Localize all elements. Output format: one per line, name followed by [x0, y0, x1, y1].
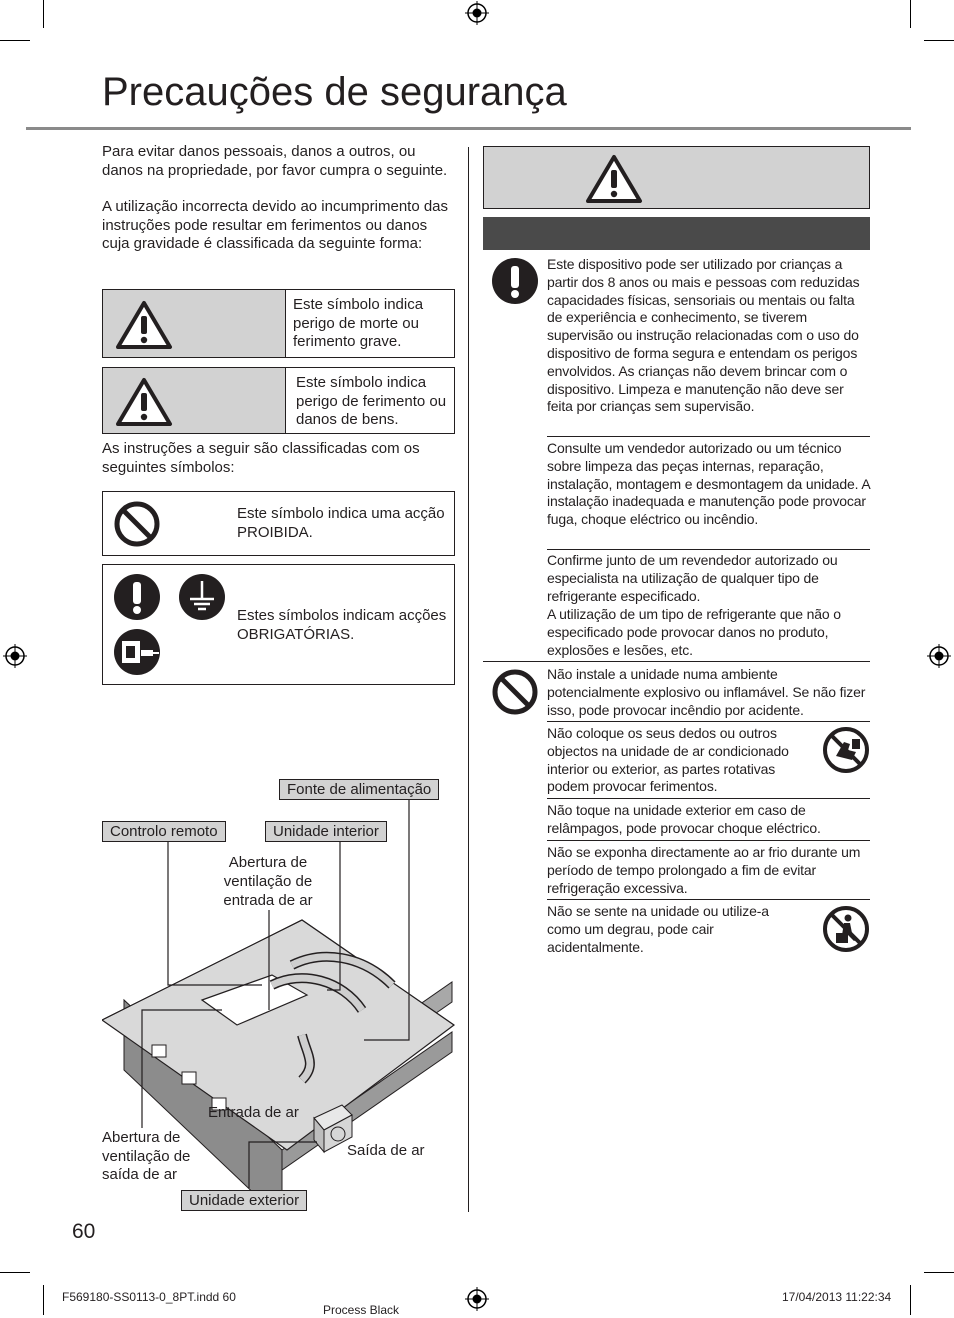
crop-mark — [0, 40, 30, 41]
instructions-intro: As instruções a seguir são classificadas com os seguintes símbolos: — [102, 440, 420, 476]
severity-text: Este símbolo indica perigo de ferimento ou danos de bens. — [296, 374, 447, 428]
warning-item: Consulte um vendedor autorizado ou um técnico sobre limpeza das peças internas, reparação, instalação, montagem e desmontagem da unidade. A instalação inadequada e manutenção pode provocar fuga, choque eléctrico ou incêndio. — [547, 440, 870, 528]
severity-text: Este símbolo indica perigo de morte ou ferimento grave. — [293, 296, 424, 350]
mandatory-text: Estes símbolos indicam acções OBRIGATÓRIAS. — [237, 607, 447, 643]
prohibited-text: Este símbolo indica uma acção PROIBIDA. — [237, 505, 445, 541]
footer-filename: F569180-SS0113-0_8PT.indd 60 — [62, 1290, 236, 1304]
title-rule — [26, 127, 911, 130]
severity-icon-panel — [103, 290, 286, 357]
label-power-supply: Fonte de alimentação — [279, 779, 439, 800]
unplug-icon — [113, 628, 161, 676]
item-separator — [547, 899, 870, 900]
label-air-inlet: Entrada de ar — [208, 1104, 299, 1121]
warning-item: Confirme junto de um revendedor autorizado ou especialista na utilização de qualquer tipo de refrigerante especificado. — [547, 552, 838, 604]
footer-process: Process Black — [323, 1303, 400, 1317]
item-separator — [547, 549, 870, 550]
warning-item: Não instale a unidade numa ambiente potencialmente explosivo ou inflamável. Se não fizer isso, pode provocar incêndio por acidente. — [547, 666, 866, 718]
crop-mark — [43, 0, 44, 28]
prohibited-symbol-box — [102, 491, 455, 556]
warning-item: Este dispositivo pode ser utilizado por crianças a partir dos 8 anos ou mais e pessoas com reduzidas capacidades físicas, sensoriais ou mentais ou falta de experiência e conhecimento, se tiverem supervisão ou instrução relacionadas com o uso do dispositivo de forma segura e entendam os perigos envolvidos. As crianças não devem brincar com o dispositivo. Limpeza e manutenção não deve ser feita por crianças sem supervisão. — [547, 256, 860, 415]
crop-mark — [910, 0, 911, 28]
no-sitting-icon — [822, 905, 870, 953]
warning-item: A utilização de um tipo de refrigerante que não o especificado pode provocar danos no produto, explosões e lesões, etc. — [547, 606, 841, 658]
page-number: 60 — [72, 1220, 96, 1243]
warning-header — [483, 146, 870, 209]
intro-paragraph: Para evitar danos pessoais, danos a outros, ou danos na propriedade, por favor cumpra o seguinte. — [102, 143, 448, 179]
crop-mark — [910, 1285, 911, 1315]
registration-mark-icon — [927, 644, 951, 668]
registration-mark-icon — [465, 1, 489, 25]
intro-paragraph: A utilização incorrecta devido ao incumprimento das instruções pode resultar em ferimentos ou danos cuja gravidade é classificada da seguinte forma: — [102, 198, 449, 252]
label-outlet-vent: Abertura de ventilação de saída de ar — [102, 1129, 191, 1183]
crop-mark — [0, 1272, 30, 1273]
mandatory-exclamation-icon — [113, 573, 161, 621]
warning-triangle-icon — [114, 299, 174, 351]
section-separator — [483, 661, 870, 662]
warning-item: Não coloque os seus dedos ou outros objectos na unidade de ar condicionado interior ou exterior, as partes rotativas podem provocar ferimentos. — [547, 725, 789, 795]
item-separator — [547, 721, 870, 722]
crop-mark — [924, 40, 954, 41]
warning-item: Não se sente na unidade ou utilize-a como um degrau, pode cair acidentalmente. — [547, 903, 769, 955]
page-title: Precauções de segurança — [102, 70, 567, 114]
item-separator — [547, 840, 870, 841]
crop-mark — [924, 1272, 954, 1273]
label-remote-control: Controlo remoto — [102, 821, 226, 842]
severity-box-caution — [102, 367, 455, 434]
no-fingers-icon — [822, 726, 870, 774]
severity-icon-panel — [103, 368, 286, 433]
mandatory-symbol-box — [102, 564, 455, 685]
item-separator — [547, 798, 870, 799]
warning-triangle-icon — [114, 376, 174, 428]
crop-mark — [43, 1285, 44, 1315]
registration-mark-icon — [465, 1287, 489, 1311]
footer-timestamp: 17/04/2013 11:22:34 — [782, 1290, 892, 1304]
warning-item: Não toque na unidade exterior em caso de relâmpagos, pode provocar choque eléctrico. — [547, 802, 821, 836]
prohibited-icon — [491, 668, 539, 716]
label-indoor-unit: Unidade interior — [265, 821, 387, 842]
mandatory-exclamation-icon — [491, 257, 539, 305]
severity-box-warning — [102, 289, 455, 358]
warning-triangle-icon — [584, 153, 644, 205]
label-inlet-vent: Abertura de ventilação de entrada de ar — [223, 854, 313, 909]
registration-mark-icon — [3, 644, 27, 668]
label-outdoor-unit: Unidade exterior — [181, 1190, 307, 1211]
warning-subheader-bar — [483, 217, 870, 250]
prohibited-icon — [113, 500, 161, 548]
warning-item: Não se exponha directamente ao ar frio durante um período de tempo prolongado a fim de evitar refrigeração excessiva. — [547, 844, 861, 896]
ground-icon — [178, 573, 226, 621]
label-air-outlet: Saída de ar — [347, 1142, 425, 1159]
item-separator — [547, 436, 870, 437]
column-divider — [468, 147, 469, 1212]
